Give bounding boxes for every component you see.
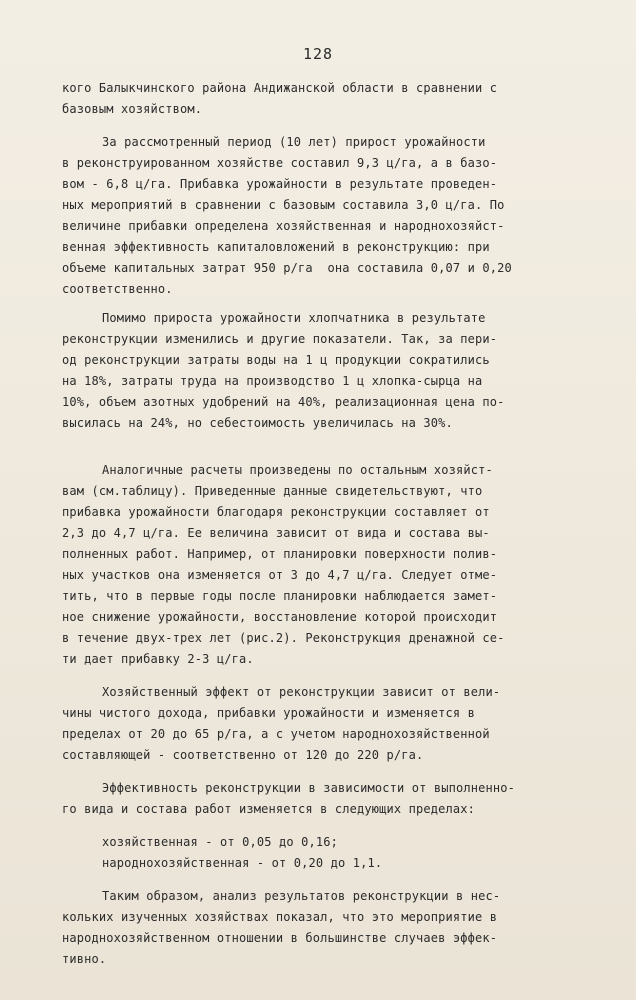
document-body bbox=[62, 78, 562, 970]
text-line: ти дает прибавку 2-3 ц/га. bbox=[62, 652, 254, 666]
text-line: пределах от 20 до 65 р/га, а с учетом народнохозяйственной bbox=[62, 727, 490, 741]
text-line: Эффективность реконструкции в зависимости от выполненно- bbox=[102, 781, 515, 795]
text-line: чины чистого дохода, прибавки урожайности и изменяется в bbox=[62, 706, 475, 720]
paragraph-3 bbox=[102, 308, 562, 329]
text-line: прибавка урожайности благодаря реконструкции составляет от bbox=[62, 505, 490, 519]
text-line: реконструкции изменились и другие показатели. Так, за пери- bbox=[62, 332, 498, 346]
paragraph-8-continued bbox=[62, 907, 562, 970]
text-line: 10%, объем азотных удобрений на 40%, реализационная цена по- bbox=[62, 395, 505, 409]
paragraph-2-continued bbox=[62, 153, 562, 300]
text-line: народнохозяйственном отношении в большинстве случаев эффек- bbox=[62, 931, 498, 945]
text-line: За рассмотренный период (10 лет) прирост урожайности bbox=[102, 135, 486, 149]
paragraph-8 bbox=[102, 886, 562, 907]
text-line: го вида и состава работ изменяется в следующих пределах: bbox=[62, 802, 475, 816]
text-line: объеме капитальных затрат 950 р/га она составила 0,07 и 0,20 bbox=[62, 261, 512, 275]
text-line: 2,3 до 4,7 ц/га. Ее величина зависит от вида и состава вы- bbox=[62, 526, 490, 540]
paragraph-4-continued bbox=[62, 481, 562, 670]
text-line: Таким образом, анализ результатов реконструкции в нес- bbox=[102, 889, 501, 903]
list-item: народнохозяйственная - от 0,20 до 1,1. bbox=[102, 856, 383, 870]
paragraph-5 bbox=[102, 682, 562, 703]
text-line: высилась на 24%, но себестоимость увеличилась на 30%. bbox=[62, 416, 453, 430]
text-line: венная эффективность капиталовложений в реконструкцию: при bbox=[62, 240, 490, 254]
text-line: тить, что в первые годы после планировки наблюдается замет- bbox=[62, 589, 498, 603]
text-line: вам (см.таблицу). Приведенные данные свидетельствуют, что bbox=[62, 484, 483, 498]
efficiency-list bbox=[102, 832, 562, 874]
text-line: Аналогичные расчеты произведены по остальным хозяйст- bbox=[102, 463, 493, 477]
text-line: соответственно. bbox=[62, 282, 173, 296]
paragraph-6-continued bbox=[62, 799, 562, 820]
paragraph-1 bbox=[62, 78, 562, 120]
page-number: 128 bbox=[302, 45, 334, 63]
text-line: ных участков она изменяется от 3 до 4,7 ц/га. Следует отме- bbox=[62, 568, 498, 582]
paragraph-5-continued bbox=[62, 703, 562, 766]
text-line: базовым хозяйством. bbox=[62, 102, 203, 116]
text-line: Помимо прироста урожайности хлопчатника в результате bbox=[102, 311, 486, 325]
text-line: ных мероприятий в сравнении с базовым составила 3,0 ц/га. По bbox=[62, 198, 505, 212]
text-line: тивно. bbox=[62, 952, 107, 966]
text-line: од реконструкции затраты воды на 1 ц продукции сократились bbox=[62, 353, 490, 367]
text-line: в реконструированном хозяйстве составил 9,3 ц/га, а в базо- bbox=[62, 156, 498, 170]
paragraph-6 bbox=[102, 778, 562, 799]
text-line: составляющей - соответственно от 120 до 220 р/га. bbox=[62, 748, 424, 762]
text-line: величине прибавки определена хозяйственная и народнохозяйст- bbox=[62, 219, 505, 233]
paragraph-2 bbox=[102, 132, 562, 153]
list-item: хозяйственная - от 0,05 до 0,16; bbox=[102, 835, 338, 849]
paragraph-4 bbox=[102, 460, 562, 481]
text-line: кого Балыкчинского района Андижанской области в сравнении с bbox=[62, 81, 498, 95]
text-line: кольких изученных хозяйствах показал, что это мероприятие в bbox=[62, 910, 498, 924]
text-line: ное снижение урожайности, восстановление которой происходит bbox=[62, 610, 498, 624]
text-line: в течение двух-трех лет (рис.2). Реконструкция дренажной се- bbox=[62, 631, 505, 645]
text-line: полненных работ. Например, от планировки поверхности полив- bbox=[62, 547, 498, 561]
text-line: Хозяйственный эффект от реконструкции зависит от вели- bbox=[102, 685, 501, 699]
text-line: на 18%, затраты труда на производство 1 ц хлопка-сырца на bbox=[62, 374, 483, 388]
paragraph-3-continued bbox=[62, 329, 562, 434]
text-line: вом - 6,8 ц/га. Прибавка урожайности в результате проведен- bbox=[62, 177, 498, 191]
